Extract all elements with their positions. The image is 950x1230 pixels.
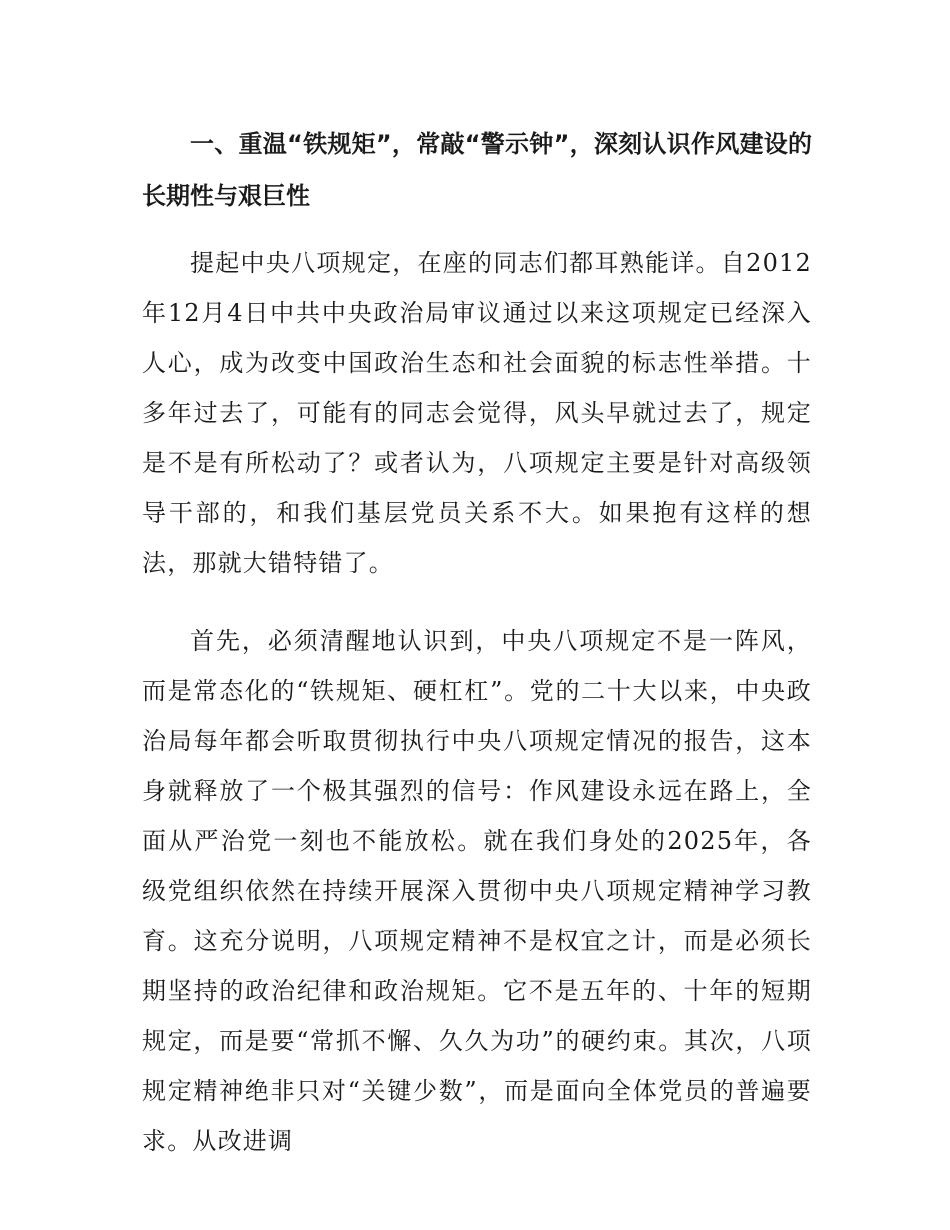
- section-heading: 一、重温“铁规矩”，常敲“警示钟”，深刻认识作风建设的长期性与艰巨性: [142, 130, 812, 210]
- paragraph-1: 提起中央八项规定，在座的同志们都耳熟能详。自2012年12月4日中共中央政治局审议通过以来这项规定已经深入人心，成为改变中国政治生态和社会面貌的标志性举措。十多年过去了，可能有的同志会觉得，风头早就过去了，规定是不是有所松动了？或者认为，八项规定主要是针对高级领导干部的，和我们基层党员关系不大。如果抱有这样的想法，那就大错特错了。: [142, 249, 812, 577]
- document-body: [142, 118, 812, 1194]
- paragraph-2: 首先，必须清醒地认识到，中央八项规定不是一阵风，而是常态化的“铁规矩、硬杠杠”。党的二十大以来，中央政治局每年都会听取贯彻执行中央八项规定情况的报告，这本身就释放了一个极其强烈的信号：作风建设永远在路上，全面从严治党一刻也不能放松。就在我们身处的2025年，各级党组织依然在持续开展深入贯彻中央八项规定精神学习教育。这充分说明，八项规定精神不是权宜之计，而是必须长期坚持的政治纪律和政治规矩。它不是五年的、十年的短期规定，而是要“常抓不懈、久久为功”的硬约束。其次，八项规定精神绝非只对“关键少数”，而是面向全体党员的普遍要求。从改进调: [142, 627, 812, 1155]
